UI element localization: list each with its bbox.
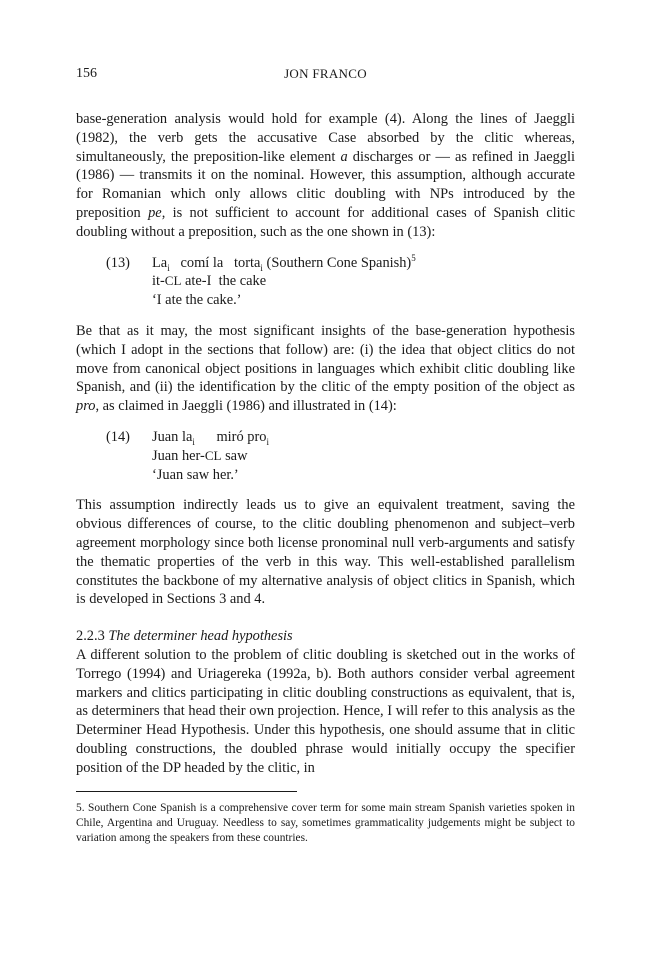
paragraph-1 <box>76 110 575 242</box>
running-head-author: JON FRANCO <box>284 66 367 81</box>
index-subscript: i <box>260 262 263 273</box>
italic-pro: pro <box>76 398 96 415</box>
para2-text: Be that as it may, the most significant insights of the base-generation hypothesis (which I adopt in the sections that follow) are: (i) the idea that object clitics do not move from canonical object positions in languages which exhibit clitic doubling like Spanish, and (ii) the identification by the clitic of the empty position of the object as <box>76 322 575 396</box>
example-gloss-line <box>152 254 575 273</box>
example-translation: ‘Juan saw her.’ <box>152 466 239 483</box>
para1-text: base-generation analysis would hold for example (4). Along the lines of Jaeggli (1982), the verb gets the accusative Case absorbed by the clitic whereas, simultaneously, the preposition-like element <box>76 111 575 165</box>
italic-a: a <box>340 148 348 165</box>
ex14-l2a: Juan her- <box>152 447 205 464</box>
section-number: 2.2.3 <box>76 628 105 645</box>
small-caps-cl: CL <box>164 273 182 289</box>
section-heading <box>76 627 575 646</box>
para2-text-b: , as claimed in Jaeggli (1986) and illustrated in (14): <box>95 398 397 415</box>
example-gloss-line <box>152 447 575 466</box>
example-number: (13) <box>106 254 130 271</box>
ex13-l1c: (Southern Cone Spanish) <box>262 254 412 271</box>
ex13-l2b: ate-I the cake <box>181 273 267 290</box>
example-gloss-line <box>152 428 575 447</box>
footnote-marker: 5 <box>411 252 416 263</box>
example-translation: ‘I ate the cake.’ <box>152 292 242 309</box>
index-subscript: i <box>167 262 170 273</box>
example-number: (14) <box>106 428 130 445</box>
footnote: 5. Southern Cone Spanish is a comprehensive cover term for some main stream Spanish varieties spoken in Chile, Argentina and Uruguay. Needless to say, sometimes grammaticality judgements might be subject to variation among the speakers from these countries. <box>76 802 575 845</box>
paragraph-2 <box>76 322 575 416</box>
section-title: The determiner head hypothesis <box>108 628 293 645</box>
paragraph-3: This assumption indirectly leads us to give an equivalent treatment, saving the obvious differences of course, to the clitic doubling phenomenon and subject–verb agreement morphology since both license pronominal null verb-arguments and satisfy the thematic properties of the verb in this way. This well-established parallelism constitutes the backbone of my alternative analysis of object clitics in Spanish, which is developed in Sections 3 and 4. <box>76 497 575 608</box>
page-number: 156 <box>76 66 97 81</box>
index-subscript: i <box>192 436 195 447</box>
italic-pe: pe <box>148 204 162 221</box>
para1-text-c: , is not sufficient to account for additional cases of Spanish clitic doubling without a preposition, such as the one shown in (13): <box>76 204 575 240</box>
ex14-l1a: Juan la <box>152 428 193 445</box>
paragraph-4: A different solution to the problem of clitic doubling is sketched out in the works of Torrego (1994) and Uriagereka (1992a, b). Both authors consider verbal agreement markers and clitics participating in clitic doubling constructions as equivalent, that is, as determiners that head their own projection. Hence, I will refer to this analysis as the Determiner Head Hypothesis. Under this hypothesis, one should assume that in clitic doubling constructions, the doubled phrase would initially occupy the specifier position of the DP headed by the clitic, in <box>76 646 575 776</box>
ex13-l1b: comí la torta <box>169 254 261 271</box>
ex13-l1a: La <box>152 254 168 271</box>
index-subscript: i <box>266 436 269 447</box>
body-text <box>76 110 575 778</box>
example-gloss-line <box>152 272 575 291</box>
example-13 <box>76 254 575 310</box>
ex14-l2b: saw <box>221 447 248 464</box>
ex13-l2a: it- <box>152 273 165 290</box>
ex14-l1b: miró pro <box>194 428 267 445</box>
example-14 <box>76 428 575 484</box>
para1-text-b: discharges or — as refined in Jaeggli (1986) — transmits it on the nominal. However, this assumption, although accurate for Romanian which only allows clitic doubling with NPs introduced by the preposition <box>76 148 575 221</box>
footnote-rule <box>76 791 297 792</box>
small-caps-cl: CL <box>204 447 222 463</box>
